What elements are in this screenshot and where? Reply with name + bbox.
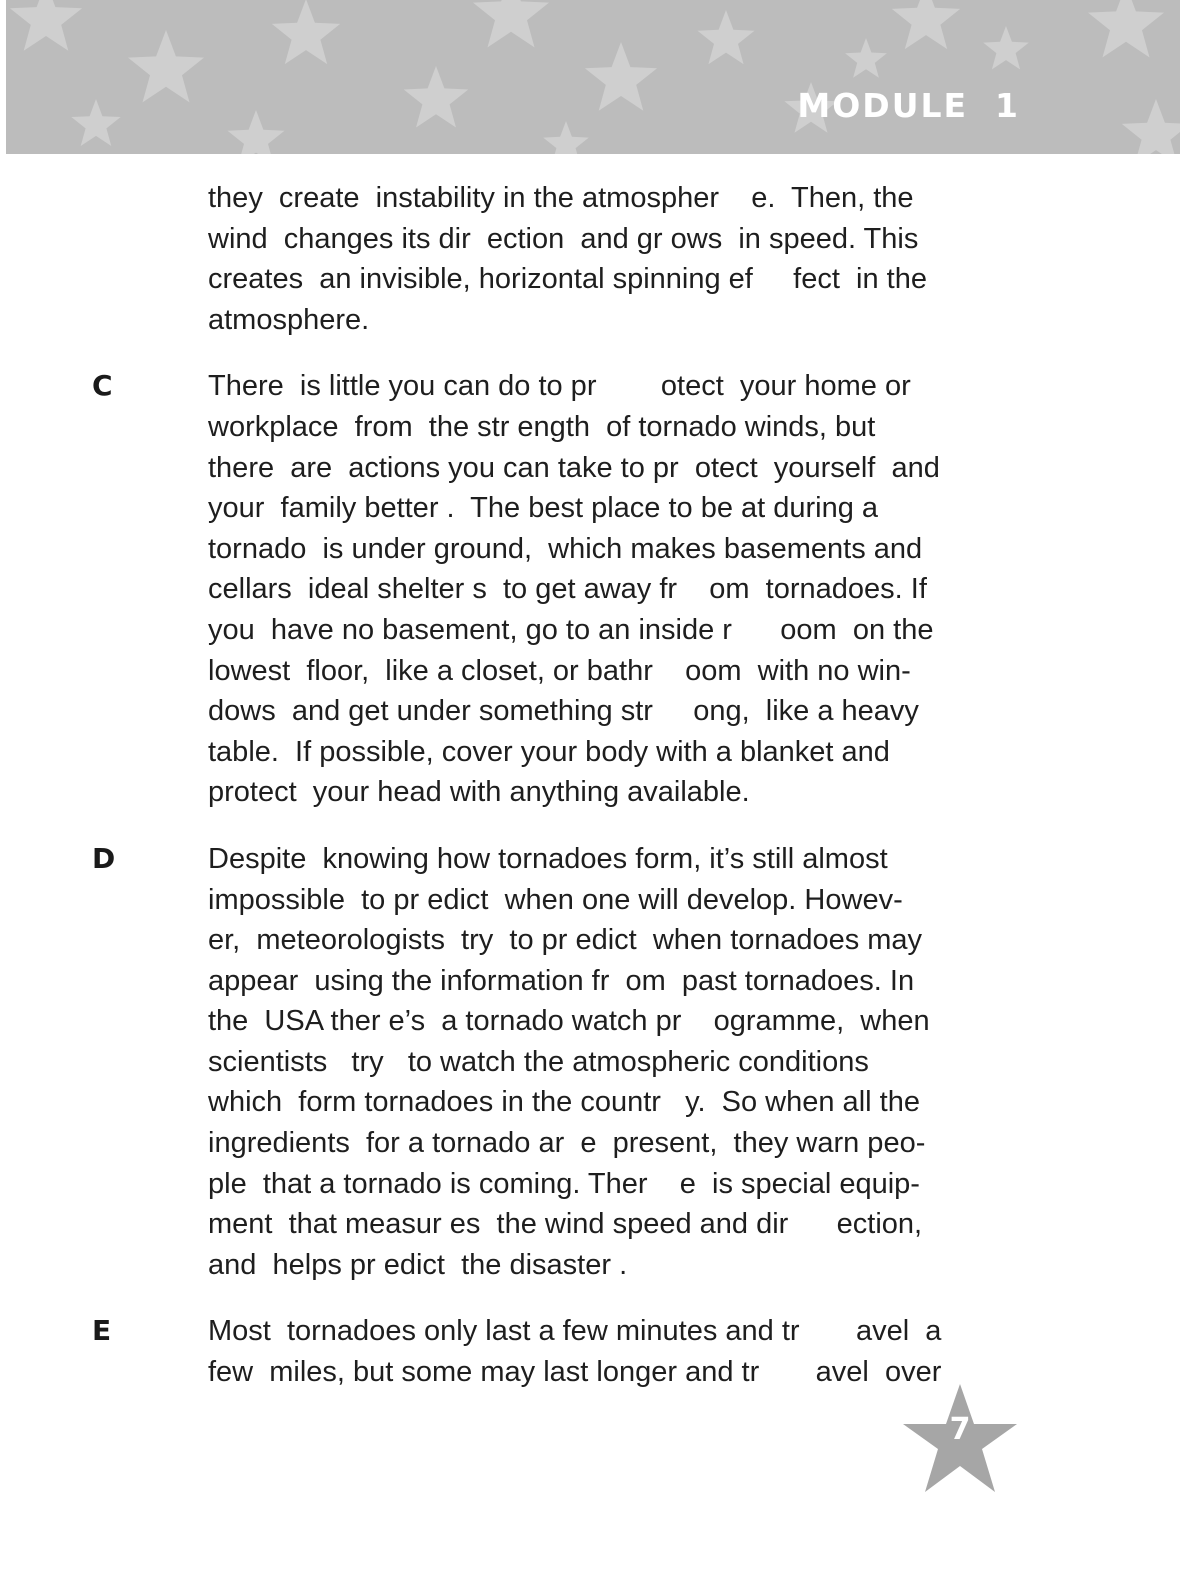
background-star-icon [473,0,549,47]
text-line: cellars ideal shelter s to get away fr om tornadoes. If [208,573,927,606]
background-star-icon [1122,99,1180,154]
text-line: table. If possible, cover your body with a blanket and [208,735,890,768]
background-star-icon [10,0,82,51]
text-line: Most tornadoes only last a few minutes and tr avel a [208,1315,942,1348]
paragraph-letter: E [92,1314,112,1348]
text-line: dows and get under something str ong, like a heavy [208,695,919,728]
background-star-icon [698,10,755,64]
text-line: wind changes its dir ection and gr ows in speed. This [208,222,919,255]
background-star-icon [228,110,285,154]
text-line: few miles, but some may last longer and tr avel over [208,1356,942,1389]
text-line: ment that measur es the wind speed and dir ection, [208,1208,923,1241]
background-star-icon [983,26,1029,69]
text-line: impossible to pr edict when one will develop. Howev- [208,883,903,916]
text-line: the USA ther e’s a tornado watch pr ogramme, when [208,1005,930,1038]
text-line: lowest floor, like a closet, or bathr oom with no win- [208,654,911,687]
text-line: there are actions you can take to pr otect yourself and [208,451,940,484]
background-star-icon [543,121,589,154]
background-star-icon [892,0,960,49]
background-star-icon [272,0,340,64]
paragraph-c [0,366,1200,813]
text-line: There is little you can do to pr otect your home or [208,370,911,403]
paragraph-text [208,839,1028,1286]
text-line: creates an invisible, horizontal spinning ef fect in the [208,263,927,296]
text-line: and helps pr edict the disaster . [208,1248,628,1281]
text-line: ple that a tornado is coming. Ther e is special equip- [208,1167,920,1200]
text-line: workplace from the str ength of tornado winds, but [208,410,876,443]
background-star-icon [71,99,120,146]
star-pattern [6,0,1180,154]
text-line: you have no basement, go to an inside r oom on the [208,613,934,646]
text-line: ingredients for a tornado ar e present, they warn peo- [208,1127,926,1160]
background-star-icon [404,66,469,128]
page-number: 7 [949,1412,971,1447]
text-line: appear using the information fr om past tornadoes. In [208,964,915,997]
text-line: protect your head with anything available. [208,776,750,809]
text-line: tornado is under ground, which makes basements and [208,532,923,565]
paragraph-e [0,1311,1200,1392]
paragraph-b-continued [0,178,1200,340]
paragraph-letter: C [92,369,113,403]
paragraph-text [208,178,1028,340]
reading-text [0,178,1200,1419]
background-star-icon [128,30,204,102]
text-line: your family better . The best place to be at during a [208,492,879,525]
text-line: er, meteorologists try to pr edict when tornadoes may [208,924,923,957]
paragraph-letter: D [92,841,116,875]
text-line: scientists try to watch the atmospheric conditions [208,1045,869,1078]
text-line: they create instability in the atmospher e. Then, the [208,182,914,214]
background-star-icon [1088,0,1164,57]
paragraph-text [208,366,1028,813]
text-line: atmosphere. [208,303,370,336]
background-star-icon [585,42,657,111]
paragraph-d [0,839,1200,1286]
header-band [6,0,1180,154]
text-line: which form tornadoes in the countr y. So when all the [208,1086,920,1119]
module-title: MODULE 1 [797,86,1020,125]
background-star-icon [845,38,887,78]
text-line: Despite knowing how tornadoes form, it’s still almost [208,842,888,875]
